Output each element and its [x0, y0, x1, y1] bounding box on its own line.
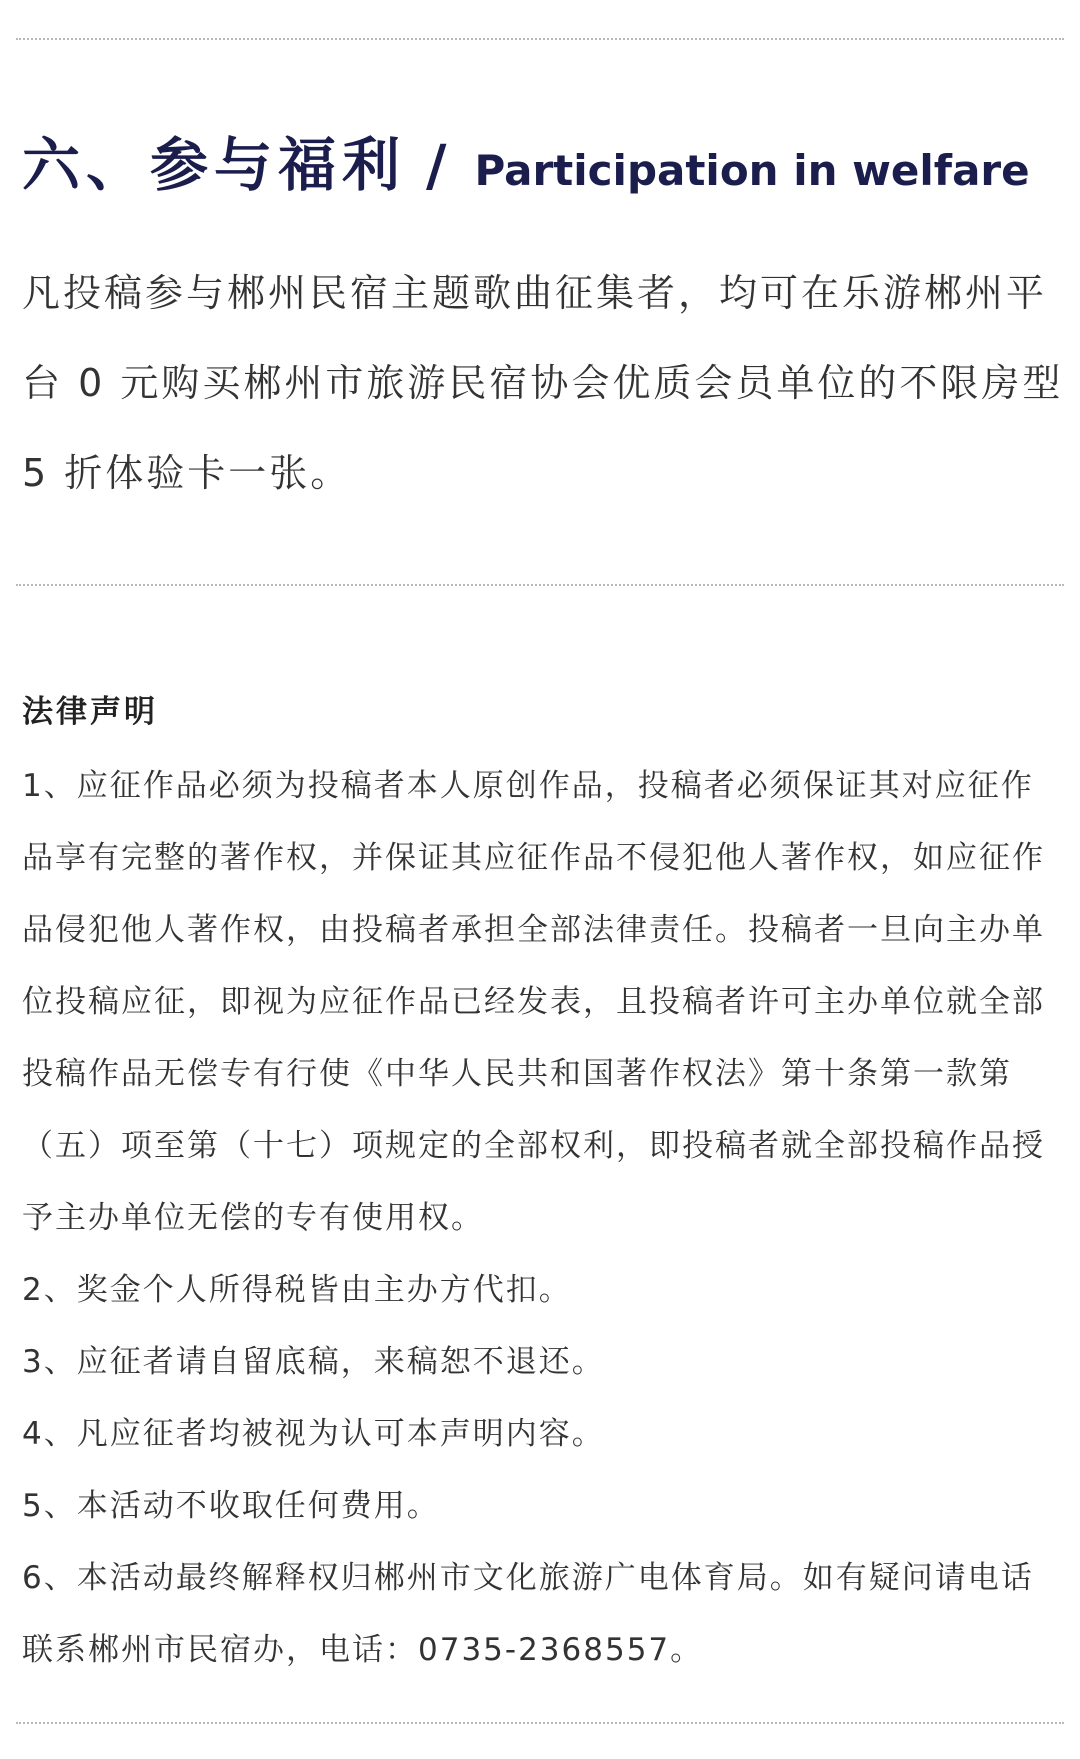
- top-divider: [16, 38, 1064, 40]
- section-title-cn: 六、参与福利: [22, 131, 407, 199]
- section-title-en: Participation in welfare: [474, 146, 1030, 195]
- welfare-description: 凡投稿参与郴州民宿主题歌曲征集者，均可在乐游郴州平台 0 元购买郴州市旅游民宿协会优质会员单位的不限房型 5 折体验卡一张。: [22, 271, 1064, 495]
- section-title: [22, 118, 1030, 202]
- section-title-slash: /: [426, 134, 447, 199]
- bottom-divider: [16, 1722, 1064, 1724]
- legal-item: 3、应征者请自留底稿，来稿恕不退还。: [22, 1344, 605, 1380]
- legal-item: 2、奖金个人所得税皆由主办方代扣。: [22, 1272, 572, 1308]
- legal-item: 4、凡应征者均被视为认可本声明内容。: [22, 1416, 605, 1452]
- legal-item: 1、应征作品必须为投稿者本人原创作品，投稿者必须保证其对应征作品享有完整的著作权，并保证其应征作品不侵犯他人著作权，如应征作品侵犯他人著作权，由投稿者承担全部法律责任。投稿者一旦向主办单位投稿应征，即视为应征作品已经发表，且投稿者许可主办单位就全部投稿作品无偿专有行使《中华人民共和国著作权法》第十条第一款第（五）项至第（十七）项规定的全部权利，即投稿者就全部投稿作品授予主办单位无偿的专有使用权。: [22, 768, 1045, 1236]
- middle-divider: [16, 584, 1064, 586]
- legal-list: [22, 750, 1062, 1686]
- legal-heading: 法律声明: [22, 694, 158, 730]
- legal-item: 5、本活动不收取任何费用。: [22, 1488, 440, 1524]
- legal-item: 6、本活动最终解释权归郴州市文化旅游广电体育局。如有疑问请电话联系郴州市民宿办，电话：0735-2368557。: [22, 1560, 1034, 1668]
